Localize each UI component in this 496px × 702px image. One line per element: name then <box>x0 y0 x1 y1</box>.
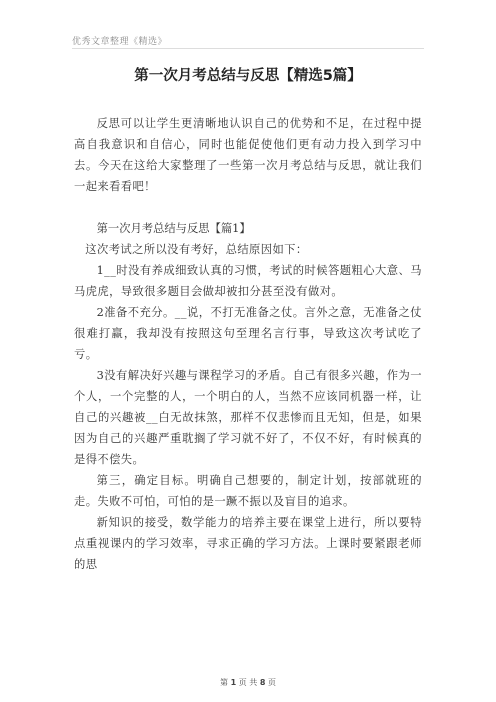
body-paragraph: 第三，确定目标。明确自己想要的，制定计划，按部就班的走。失败不可怕，可怕的是一蹶不振以及盲目的追求。 <box>74 474 422 508</box>
body-paragraph: 新知识的接受，数学能力的培养主要在课堂上进行，所以要特点重视课内的学习效率，寻求正确的学习方法。上课时要紧跟老师的思 <box>74 516 422 571</box>
footer-suffix: 页 <box>267 678 276 687</box>
document-body <box>74 113 422 575</box>
body-paragraph: 1__时没有养成细致认真的习惯，考试的时候答题粗心大意、马马虎虎，导致很多题目会做却被扣分甚至没有做对。 <box>74 264 422 298</box>
body-paragraph: 3没有解决好兴趣与课程学习的矛盾。自己有很多兴趣，作为一个人，一个完整的人，一个明白的人，当然不应该同机器一样，让自己的兴趣被__白无故抹煞，那样不仅悲惨而且无知，但是，如果因为自己的兴趣严重耽搁了学习就不好了，不仅不好，有时候真的是得不偿失。 <box>74 369 422 466</box>
document-title: 第一次月考总结与反思【精选5篇】 <box>134 68 362 84</box>
header-divider <box>72 48 424 49</box>
footer-middle: 页 共 <box>238 678 258 687</box>
section-heading: 第一次月考总结与反思【篇1】 <box>96 222 251 235</box>
footer-total-pages: 8 <box>259 678 266 687</box>
body-paragraph: 这次考试之所以没有考好，总结原因如下： <box>85 243 308 256</box>
intro-paragraph: 反思可以让学生更清晰地认识自己的优势和不足，在过程中提高自我意识和自信心，同时也能促使他们更有动力投入到学习中去。今天在这给大家整理了一些第一次月考总结与反思，就让我们一起来看看吧！ <box>74 117 422 193</box>
footer-page-number: 1 <box>230 678 237 687</box>
page-footer <box>0 677 496 688</box>
body-paragraph: 2准备不充分。__说，不打无准备之仗。言外之意，无准备之仗很难打赢，我却没有按照这句至理名言行事，导致这次考试吃了亏。 <box>74 306 422 361</box>
footer-prefix: 第 <box>220 678 229 687</box>
paragraph-gap <box>74 197 422 218</box>
running-header: 优秀文章整理《精选》 <box>72 37 168 47</box>
